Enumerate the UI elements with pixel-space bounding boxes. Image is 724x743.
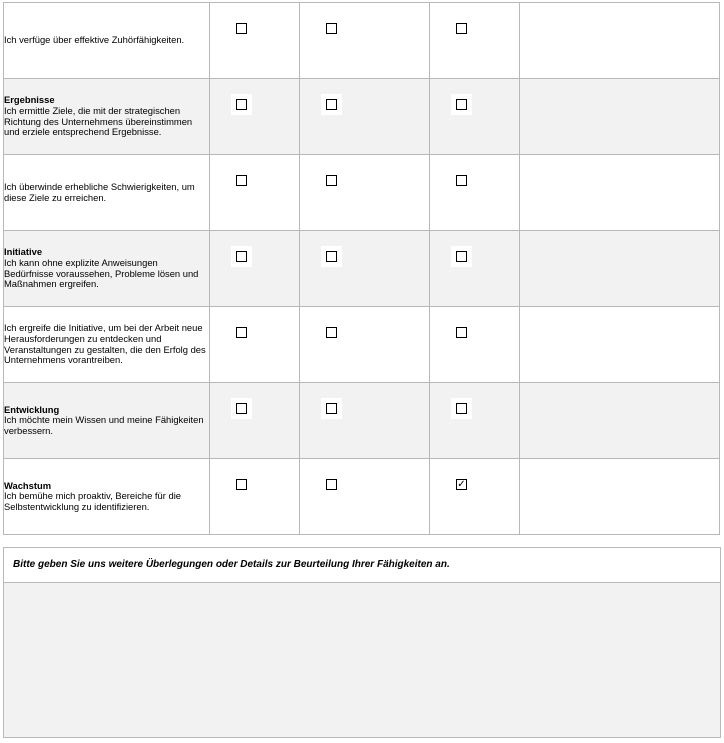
rating-checkbox-1[interactable] [236,175,247,186]
comment-cell[interactable] [520,155,720,231]
statement-text: Ich verfüge über effektive Zuhörfähigkeiten. [4,34,185,46]
rating-cell [300,79,430,155]
rating-cell [300,459,430,535]
statement-cell [4,231,210,307]
notes-section [3,547,721,738]
statement-cell [4,383,210,459]
section-heading: Initiative [4,246,43,258]
rating-checkbox-1[interactable] [236,479,247,490]
rating-checkbox-2[interactable] [326,251,337,262]
rating-cell [300,155,430,231]
table-row [4,231,720,307]
statement-text: Ich ermittle Ziele, die mit der strategischen Richtung des Unternehmens übereinstimmen und erziele entsprechend Ergebnisse. [4,104,193,138]
rating-checkbox-2[interactable] [326,23,337,34]
rating-cell [300,3,430,79]
notes-prompt: Bitte geben Sie uns weitere Überlegungen oder Details zur Beurteilung Ihrer Fähigkeiten an. [4,548,720,583]
comment-cell[interactable] [520,307,720,383]
table-row [4,155,720,231]
statement-text: Ich möchte mein Wissen und meine Fähigkeiten verbessern. [4,414,204,436]
table-row [4,383,720,459]
table-row [4,3,720,79]
assessment-table [3,2,720,535]
comment-cell[interactable] [520,79,720,155]
section-heading: Entwicklung [4,403,60,415]
rating-checkbox-2[interactable] [326,403,337,414]
rating-cell [430,383,520,459]
rating-cell [430,155,520,231]
notes-textarea[interactable] [4,583,720,737]
rating-checkbox-1[interactable] [236,403,247,414]
rating-cell [430,231,520,307]
rating-cell [430,3,520,79]
comment-cell[interactable] [520,383,720,459]
rating-cell [430,307,520,383]
statement-cell [4,155,210,231]
statement-text: Ich überwinde erhebliche Schwierigkeiten, um diese Ziele zu erreichen. [4,180,195,203]
table-row [4,459,720,535]
table-row [4,307,720,383]
statement-cell [4,3,210,79]
statement-cell [4,459,210,535]
table-row [4,79,720,155]
rating-cell [210,383,300,459]
rating-checkbox-1[interactable] [236,251,247,262]
rating-checkbox-2[interactable] [326,479,337,490]
comment-cell[interactable] [520,459,720,535]
statement-cell [4,307,210,383]
rating-checkbox-3[interactable] [456,403,467,414]
rating-cell [430,459,520,535]
rating-cell [210,79,300,155]
rating-cell [210,307,300,383]
statement-text: Ich kann ohne explizite Anweisungen Bedürfnisse voraussehen, Probleme lösen und Maßnahmen ergreifen. [4,256,199,290]
rating-checkbox-2[interactable] [326,327,337,338]
rating-cell [210,231,300,307]
rating-checkbox-3[interactable]: ✓ [457,479,466,490]
rating-checkbox-3[interactable] [456,23,467,34]
rating-cell [300,307,430,383]
rating-cell [430,79,520,155]
rating-cell [210,459,300,535]
section-heading: Wachstum [4,479,52,491]
section-heading: Ergebnisse [4,94,55,106]
rating-checkbox-3[interactable] [456,99,467,110]
rating-checkbox-2[interactable] [326,99,337,110]
rating-checkbox-3[interactable] [456,327,467,338]
statement-cell [4,79,210,155]
rating-checkbox-1[interactable] [236,99,247,110]
rating-cell [210,155,300,231]
rating-cell [210,3,300,79]
rating-checkbox-1[interactable] [236,327,247,338]
statement-text: Ich bemühe mich proaktiv, Bereiche für die Selbstentwicklung zu identifizieren. [4,490,181,512]
comment-cell[interactable] [520,3,720,79]
rating-cell [300,383,430,459]
rating-checkbox-3[interactable] [456,251,467,262]
rating-cell [300,231,430,307]
comment-cell[interactable] [520,231,720,307]
rating-checkbox-3[interactable] [456,175,467,186]
rating-checkbox-1[interactable] [236,23,247,34]
rating-checkbox-2[interactable] [326,175,337,186]
statement-text: Ich ergreife die Initiative, um bei der Arbeit neue Herausforderungen zu entdecken und Veranstaltungen zu gestalten, die den Erfolg des Unternehmens vorantreiben. [4,322,206,366]
